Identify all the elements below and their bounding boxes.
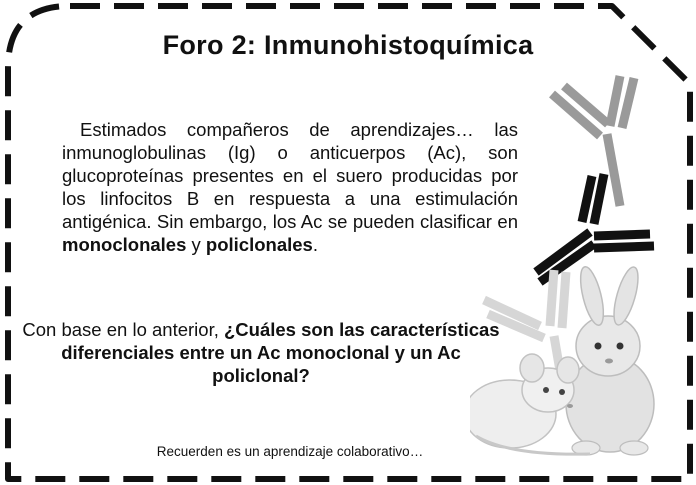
intro-text: Estimados compañeros de aprendizajes… las inmunoglobulinas (Ig) o anticuerpos (Ac), son glucoproteínas presentes en el suero producidas por los linfocitos B en respuesta a una estimulación antigénica. Sin embargo, los Ac se pueden clasificar en [62, 119, 518, 232]
intro-connector: y [186, 234, 206, 255]
question-paragraph [22, 318, 500, 387]
illustration [470, 64, 680, 464]
intro-paragraph [62, 118, 518, 256]
question-lead: Con base en lo anterior, [22, 319, 224, 340]
intro-end: . [312, 234, 318, 255]
rabbit-illustration [566, 265, 654, 455]
footer-note: Recuerden es un aprendizaje colaborativo… [156, 444, 424, 459]
term-policlonales: policlonales [205, 234, 313, 255]
term-monoclonales: monoclonales [62, 234, 187, 255]
page-title: Foro 2: Inmunohistoquímica [162, 30, 534, 60]
antibody-icon [536, 174, 654, 282]
question-text: ¿Cuáles son las características diferenciales entre un Ac monoclonal y un Ac policlonal? [61, 319, 500, 386]
